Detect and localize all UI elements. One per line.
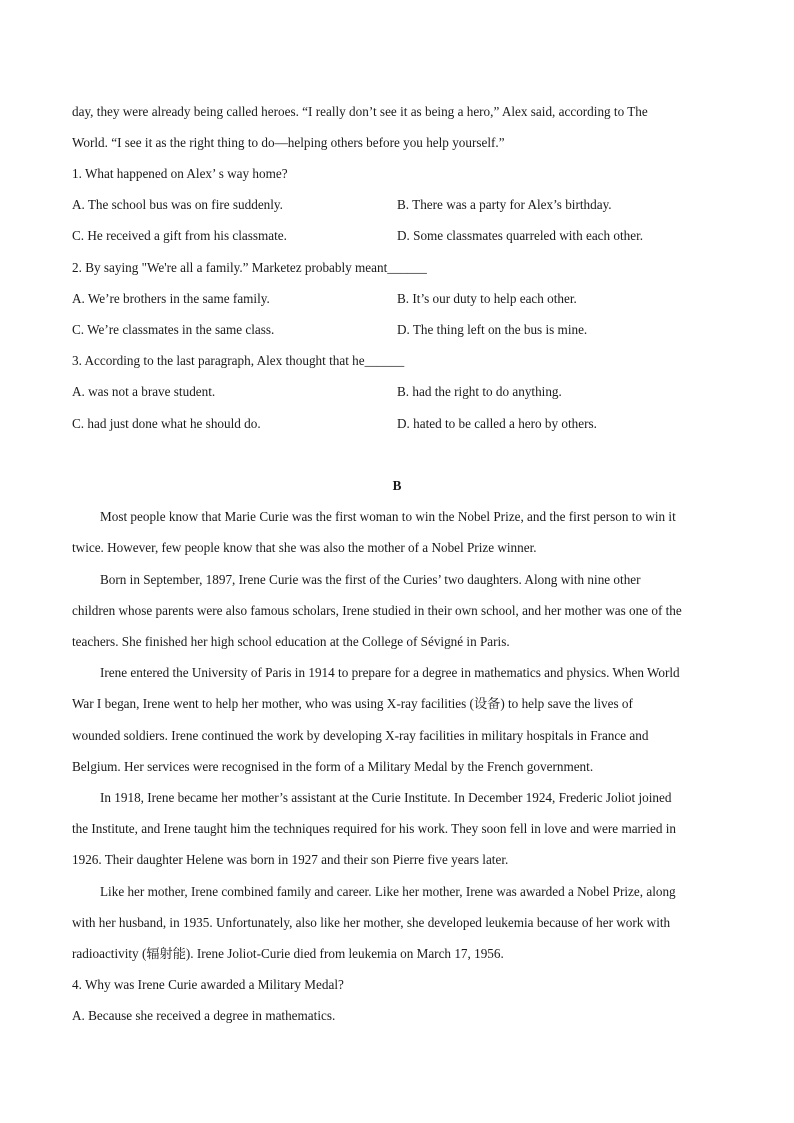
passage-b-line: In 1918, Irene became her mother’s assistant at the Curie Institute. In December 1924, Frederic Joliot joined [100,790,672,805]
passage-b-line: Born in September, 1897, Irene Curie was the first of the Curies’ two daughters. Along with nine other [100,572,641,587]
passage-b-line: Like her mother, Irene combined family and career. Like her mother, Irene was awarded a Nobel Prize, along [100,884,676,899]
question-3-option-a: A. was not a brave student. [72,384,216,399]
passage-b-line: Most people know that Marie Curie was the first woman to win the Nobel Prize, and the first person to win it [100,509,676,524]
passage-b-line: wounded soldiers. Irene continued the work by developing X-ray facilities in military hospitals in France and [72,728,649,743]
question-4-option-a: A. Because she received a degree in mathematics. [72,1008,336,1023]
question-3-option-d: D. hated to be called a hero by others. [397,416,597,431]
passage-b-line: with her husband, in 1935. Unfortunately, also like her mother, she developed leukemia because of her work with [72,915,671,930]
question-3-stem: 3. According to the last paragraph, Alex thought that he______ [72,353,405,368]
passage-b-line: War I began, Irene went to help her mother, who was using X-ray facilities (设备) to help save the lives of [72,696,633,711]
question-3-option-c: C. had just done what he should do. [72,416,261,431]
question-2-option-b: B. It’s our duty to help each other. [397,291,577,306]
question-1-option-a: A. The school bus was on fire suddenly. [72,197,283,212]
question-2-stem: 2. By saying "We're all a family.” Marketez probably meant______ [72,260,427,275]
question-2-option-c: C. We’re classmates in the same class. [72,322,275,337]
question-2-option-a: A. We’re brothers in the same family. [72,291,270,306]
question-3-option-b: B. had the right to do anything. [397,384,562,399]
passage-b-line: children whose parents were also famous scholars, Irene studied in their own school, and her mother was one of the [72,603,682,618]
passage-b-line: Belgium. Her services were recognised in the form of a Military Medal by the French government. [72,759,594,774]
passage-a-line: World. “I see it as the right thing to do—helping others before you help yourself.” [72,135,505,150]
passage-a-line: day, they were already being called heroes. “I really don’t see it as being a hero,” Alex said, according to The [72,104,648,119]
passage-b-line: the Institute, and Irene taught him the techniques required for his work. They soon fell in love and were married in [72,821,677,836]
question-1-option-c: C. He received a gift from his classmate. [72,228,287,243]
question-1-option-d: D. Some classmates quarreled with each other. [397,228,644,243]
passage-b-line: radioactivity (辐射能). Irene Joliot-Curie died from leukemia on March 17, 1956. [72,946,504,961]
question-1-stem: 1. What happened on Alex’ s way home? [72,166,288,181]
question-4-stem: 4. Why was Irene Curie awarded a Military Medal? [72,977,344,992]
question-1-option-b: B. There was a party for Alex’s birthday. [397,197,612,212]
passage-b-line: twice. However, few people know that she was also the mother of a Nobel Prize winner. [72,540,537,555]
passage-b-line: Irene entered the University of Paris in 1914 to prepare for a degree in mathematics and physics. When World [100,665,680,680]
question-2-option-d: D. The thing left on the bus is mine. [397,322,588,337]
passage-b-line: 1926. Their daughter Helene was born in 1927 and their son Pierre five years later. [72,852,509,867]
passage-b-line: teachers. She finished her high school education at the College of Sévigné in Paris. [72,634,510,649]
section-b-heading: B [392,478,402,493]
